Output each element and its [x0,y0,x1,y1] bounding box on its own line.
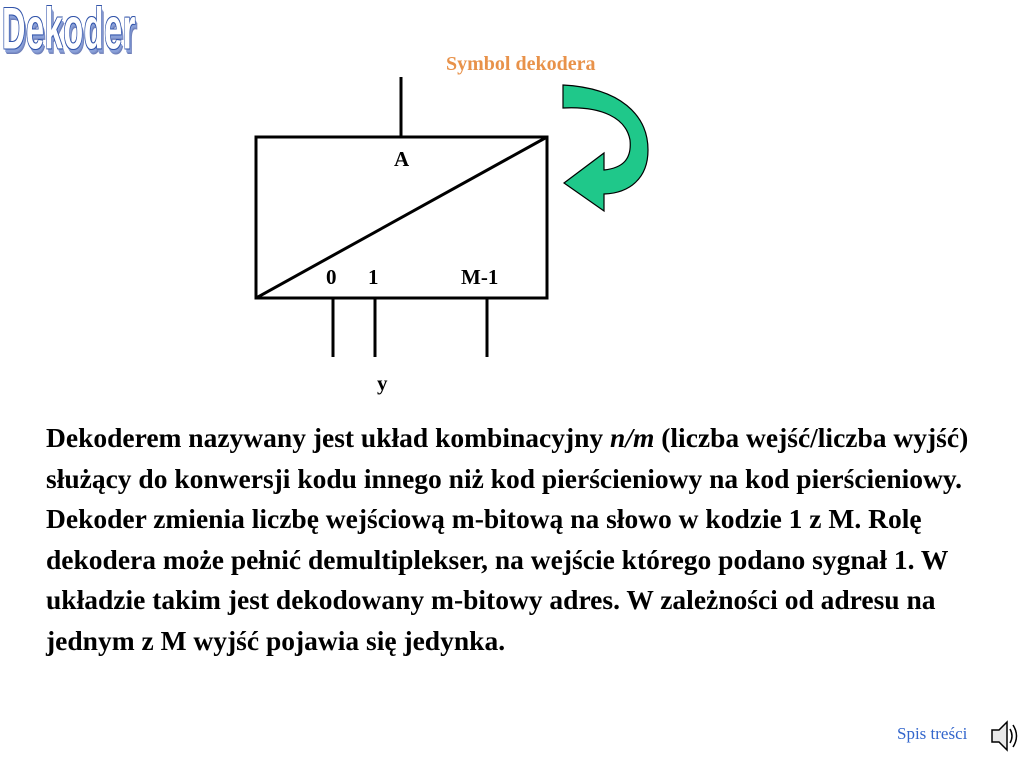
curved-arrow-icon [563,85,648,211]
output-label-y: y [377,371,388,395]
description-paragraph [46,418,1021,662]
description-text-start: Dekoderem nazywany jest układ kombinacyjny [46,422,611,453]
description-text-rest: (liczba wejść/liczba wyjść) służący do konwersji kodu innego niż kod pierścieniowy na kod pierścieniowy. Dekoder zmienia liczbę wejściową m-bitową na słowo w kodzie 1 z M. Rolę dekodera może pełnić demultiplekser, na wejście którego podano sygnał 1. W układzie takim jest dekodowany m-bitowy adres. W zależności od adresu na jednym z M wyjść pojawia się jedynka. [46,422,969,656]
slide-title: Dekoder [2,0,137,62]
symbol-caption: Symbol dekodera [446,53,596,75]
table-of-contents-link[interactable]: Spis treści [897,724,968,743]
output-label-1: 1 [368,265,379,289]
speaker-icon[interactable] [989,716,1019,756]
output-label-m-1: M-1 [461,265,499,289]
input-label-a: A [394,147,410,171]
output-label-0: 0 [326,265,337,289]
description-italic-nm: n/m [610,422,655,453]
